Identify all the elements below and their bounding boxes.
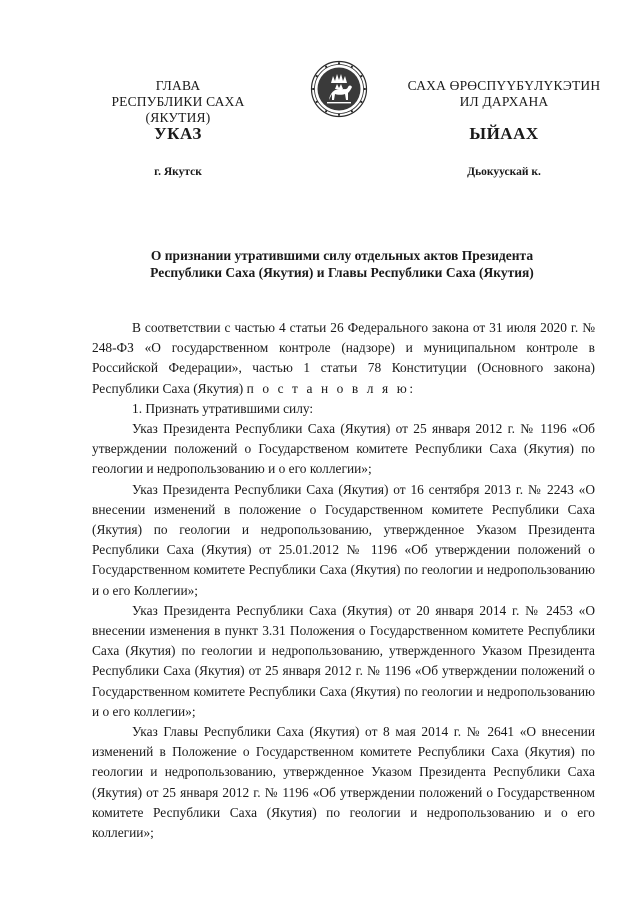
- header-right-line1: САХА ӨРӨСПҮҮБҮЛҮКЭТИН: [407, 78, 601, 93]
- document-body: [92, 318, 595, 843]
- document-title: [92, 247, 592, 281]
- act-paragraph-2: Указ Президента Республики Саха (Якутия) от 16 сентября 2013 г. № 2243 «О внесении изменений в положение о Государственном комитете Республики Саха (Якутия) по геологии и недропользованию, утвержденное Указом Президента Республики Саха (Якутия) от 25.01.2012 № 1196 «Об утверждении положений о Государственном комитете Республики Саха (Якутия) по геологии и недропользованию и о его Коллегии»;: [92, 481, 595, 598]
- doc-type-left: УКАЗ: [154, 124, 202, 143]
- title-line1: О признании утратившими силу отдельных актов Президента: [150, 248, 534, 263]
- doc-type-right: ЫЙААХ: [469, 124, 539, 143]
- header-left-line2: РЕСПУБЛИКИ САХА (ЯКУТИЯ): [111, 94, 245, 125]
- intro-paragraph: [92, 318, 595, 399]
- act-paragraph-1: Указ Президента Республики Саха (Якутия) от 25 января 2012 г. № 1196 «Об утверждении положений о Государственом комитете Республики Саха (Якутия) по геологии и недропользованию и о его коллегии»;: [92, 421, 595, 477]
- header-left-line1: ГЛАВА: [155, 78, 201, 93]
- city-right: Дьокуускай к.: [467, 166, 541, 178]
- header-right: [400, 78, 608, 110]
- coat-of-arms-yakutia-icon: [310, 60, 368, 118]
- city-left: г. Якутск: [154, 166, 202, 178]
- header-left: [78, 78, 278, 126]
- header-right-line2: ИЛ ДАРХАНА: [459, 94, 549, 109]
- act-paragraph-4: Указ Главы Республики Саха (Якутия) от 8 мая 2014 г. № 2641 «О внесении изменений в Положение о Государственном комитете Республики Саха (Якутия) по геологии и недропользованию, утвержденное Указом Президента Республики Саха (Якутия) от 25 января 2012 г. № 1196 «Об утверждении положений о Государственном комитете Республики Саха (Якутия) по геологии и недропользованию и о его коллегии»;: [92, 724, 595, 841]
- intro-verb: п о с т а н о в л я ю:: [246, 380, 416, 396]
- title-line2: Республики Саха (Якутия) и Главы Республики Саха (Якутия): [150, 265, 534, 280]
- act-paragraph-3: Указ Президента Республики Саха (Якутия) от 20 января 2014 г. № 2453 «О внесении изменения в пункт 3.31 Положения о Государственном комитете Республики Саха (Якутия) по геологии и недропользованию, утвержденного Указом Президента Республики Саха (Якутия) от 25 января 2012 г. № 1196 «Об утверждении положений о Государственном комитете Республики Саха (Якутия) по геологии и недропользованию и о его коллегии»;: [92, 602, 595, 719]
- intro-text: В соответствии с частью 4 статьи 26 Федерального закона от 31 июля 2020 г. № 248-ФЗ «О государственном контроле (надзоре) и муниципальном контроле в Российской Федерации», частью 1 статьи 78 Конституции (Основного закона) Республики Саха (Якутия): [92, 320, 595, 396]
- item-1: 1. Признать утратившими силу:: [132, 400, 314, 416]
